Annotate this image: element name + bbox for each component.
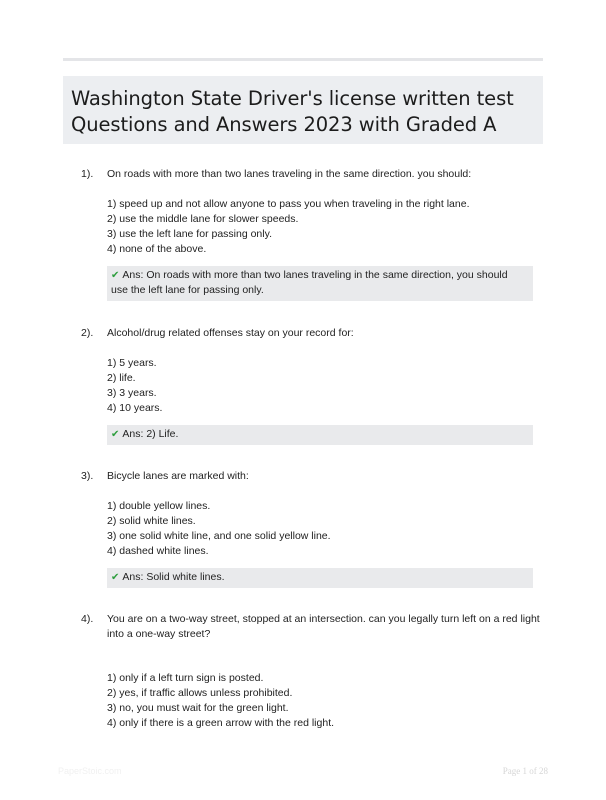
option-4: 4) only if there is a green arrow with the red light. — [107, 717, 335, 729]
question-number: 2). — [81, 327, 94, 339]
answer-box — [107, 568, 533, 588]
answer-text: Ans: 2) Life. — [122, 428, 179, 440]
answer-box — [107, 425, 533, 445]
option-4: 4) none of the above. — [107, 243, 207, 255]
question-text: You are on a two-way street, stopped at an intersection. can you legally turn left on a red light into a one-way street? — [107, 613, 540, 640]
answer-text: Ans: On roads with more than two lanes traveling in the same direction, you should use the left lane for passing only. — [111, 269, 508, 296]
option-1: 1) double yellow lines. — [107, 500, 211, 512]
options-list — [107, 499, 541, 559]
title-line-2: Questions and Answers 2023 with Graded A — [71, 113, 497, 136]
option-3: 3) use the left lane for passing only. — [107, 228, 272, 240]
question-3 — [81, 469, 541, 588]
question-number: 3). — [81, 470, 94, 482]
check-icon: ✔ — [111, 572, 120, 583]
question-1 — [81, 167, 541, 301]
option-1: 1) only if a left turn sign is posted. — [107, 672, 264, 684]
check-icon: ✔ — [111, 270, 120, 281]
answer-text: Ans: Solid white lines. — [122, 571, 225, 583]
options-list — [107, 356, 541, 416]
title-line-1: Washington State Driver's license written test — [71, 87, 514, 110]
document-title-box — [63, 76, 543, 144]
page-number: Page 1 of 28 — [502, 766, 548, 776]
answer-box — [107, 266, 533, 301]
option-4: 4) dashed white lines. — [107, 545, 209, 557]
check-icon: ✔ — [111, 429, 120, 440]
option-3: 3) 3 years. — [107, 387, 157, 399]
option-4: 4) 10 years. — [107, 402, 163, 414]
question-text: Alcohol/drug related offenses stay on your record for: — [107, 327, 354, 339]
document-title — [71, 86, 535, 138]
options-list — [107, 671, 541, 731]
top-divider — [63, 58, 543, 61]
footer-watermark: PaperStoic.com — [58, 766, 122, 776]
option-2: 2) solid white lines. — [107, 515, 196, 527]
option-2: 2) life. — [107, 372, 136, 384]
option-2: 2) use the middle lane for slower speeds. — [107, 213, 299, 225]
option-1: 1) 5 years. — [107, 357, 157, 369]
option-2: 2) yes, if traffic allows unless prohibited. — [107, 687, 293, 699]
question-text: Bicycle lanes are marked with: — [107, 470, 249, 482]
options-list — [107, 197, 541, 257]
option-1: 1) speed up and not allow anyone to pass you when traveling in the right lane. — [107, 198, 470, 210]
option-3: 3) one solid white line, and one solid yellow line. — [107, 530, 331, 542]
question-number: 1). — [81, 168, 94, 180]
question-number: 4). — [81, 613, 94, 625]
question-2 — [81, 326, 541, 445]
question-4 — [81, 612, 541, 731]
option-3: 3) no, you must wait for the green light. — [107, 702, 289, 714]
question-text: On roads with more than two lanes traveling in the same direction. you should: — [107, 168, 472, 180]
